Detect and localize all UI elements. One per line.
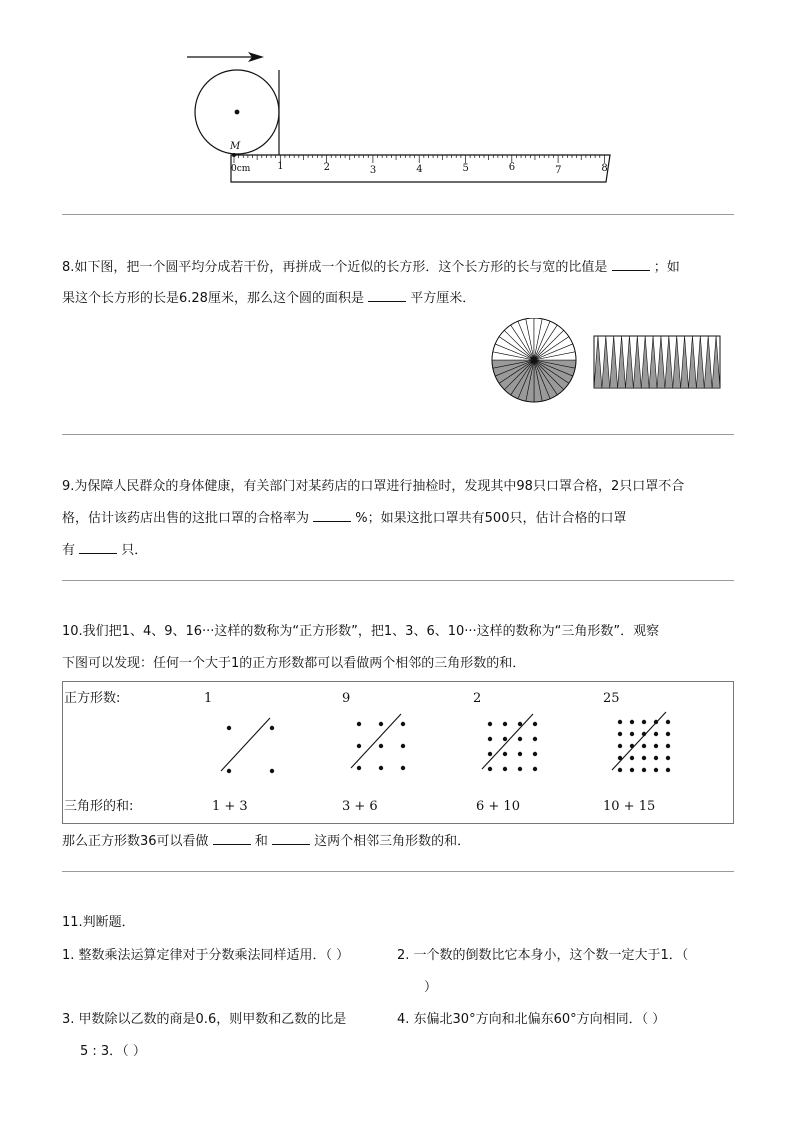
grid-dot bbox=[630, 732, 634, 736]
square-value: 1 bbox=[204, 691, 213, 706]
triangle-sum: 10 + 15 bbox=[603, 799, 656, 814]
grid-dot bbox=[654, 756, 658, 760]
grid-dot bbox=[630, 768, 634, 772]
q11-item-3-cont: 5 : 3．（ ） bbox=[80, 1044, 146, 1059]
grid-dot bbox=[401, 766, 405, 770]
grid-dot bbox=[533, 722, 537, 726]
ruler-zero-label: 0cm bbox=[231, 164, 251, 174]
q9-line1: 9.为保障人民群众的身体健康，有关部门对某药店的口罩进行抽检时，发现其中98只口罩合格，2只口罩不合 bbox=[62, 479, 685, 494]
triangle-sum: 3 + 6 bbox=[342, 799, 378, 814]
grid-dot bbox=[401, 722, 405, 726]
grid-dot bbox=[654, 744, 658, 748]
q10-line2: 下图可以发现：任何一个大于1的正方形数都可以看做两个相邻的三角形数的和． bbox=[62, 656, 526, 671]
grid-dot bbox=[618, 768, 622, 772]
grid-dot bbox=[503, 722, 507, 726]
grid-dot bbox=[503, 737, 507, 741]
grid-dot bbox=[654, 732, 658, 736]
ruler-marker: M bbox=[230, 141, 241, 152]
grid-dot bbox=[642, 768, 646, 772]
row-label-squares: 正方形数: bbox=[64, 691, 121, 706]
ruler-tick-label: 8 bbox=[601, 163, 608, 174]
ruler-tick-label: 3 bbox=[369, 165, 377, 176]
grid-dot bbox=[488, 767, 492, 771]
grid-dot bbox=[666, 720, 670, 724]
triangle-sum: 6 + 10 bbox=[476, 799, 520, 814]
grid-dot bbox=[379, 766, 383, 770]
grid-dot bbox=[642, 720, 646, 724]
grid-dot bbox=[666, 744, 670, 748]
q11-item-3[interactable]: 3. 甲数除以乙数的商是0.6，则甲数和乙数的比是 bbox=[62, 1012, 347, 1027]
ruler-tick-label: 2 bbox=[323, 162, 330, 173]
grid-dot bbox=[618, 744, 622, 748]
grid-dot bbox=[488, 722, 492, 726]
grid-dot bbox=[227, 726, 231, 730]
grid-dot bbox=[642, 756, 646, 760]
q9-line3: 有 只． bbox=[62, 543, 148, 558]
q9-line2: 格，估计该药店出售的这批口罩的合格率为 %；如果这批口罩共有500只，估计合格的口罩 bbox=[62, 511, 627, 526]
grid-dot bbox=[618, 732, 622, 736]
grid-dot bbox=[533, 767, 537, 771]
grid-dot bbox=[533, 752, 537, 756]
grid-dot bbox=[401, 744, 405, 748]
square-value: 2 bbox=[473, 691, 482, 706]
q8-line1: 8.如下图，把一个圆平均分成若干份，再拼成一个近似的长方形．这个长方形的长与宽的比值是 ；如 bbox=[62, 260, 680, 275]
grid-dot bbox=[666, 732, 670, 736]
ruler-tick-label: 5 bbox=[462, 163, 469, 174]
grid-dot bbox=[654, 768, 658, 772]
grid-dot bbox=[357, 766, 361, 770]
grid-dot bbox=[518, 767, 522, 771]
q11-item-4[interactable]: 4. 东偏北30°方向和北偏东60°方向相同．（ ） bbox=[397, 1012, 666, 1027]
grid-dot bbox=[630, 720, 634, 724]
grid-dot bbox=[488, 752, 492, 756]
row-label-sums: 三角形的和: bbox=[64, 799, 134, 814]
dot-grids bbox=[221, 712, 670, 773]
divider bbox=[62, 871, 734, 872]
grid-dot bbox=[379, 722, 383, 726]
grid-dot bbox=[630, 756, 634, 760]
grid-dot bbox=[227, 769, 231, 773]
grid-dot bbox=[357, 744, 361, 748]
q11-item-2-cont: ） bbox=[424, 980, 438, 995]
q10-line1: 10.我们把1、4、9、16···这样的数称为“正方形数”，把1、3、6、10···这样的数称为“三角形数”．观察 bbox=[62, 624, 660, 639]
q10-footer: 那么正方形数36可以看做 和 这两个相邻三角形数的和． bbox=[62, 834, 471, 849]
grid-dot bbox=[618, 720, 622, 724]
grid-dot bbox=[518, 752, 522, 756]
grid-dot bbox=[666, 768, 670, 772]
grid-dot bbox=[503, 752, 507, 756]
square-value: 9 bbox=[342, 691, 351, 706]
ruler-tick-label: 7 bbox=[555, 165, 562, 176]
square-value: 25 bbox=[603, 691, 620, 706]
ruler-tick-label: 4 bbox=[416, 164, 423, 175]
grid-dot bbox=[518, 722, 522, 726]
grid-dot bbox=[488, 737, 492, 741]
q8-line2: 果这个长方形的长是6.28厘米，那么这个圆的面积是 平方厘米． bbox=[62, 291, 476, 306]
q11-item-2[interactable]: 2. 一个数的倒数比它本身小，这个数一定大于1．（ bbox=[397, 948, 689, 963]
grid-dot bbox=[357, 722, 361, 726]
grid-dot bbox=[270, 769, 274, 773]
q11-item-1[interactable]: 1. 整数乘法运算定律对于分数乘法同样适用．（ ） bbox=[62, 948, 350, 963]
q10-blank-second[interactable] bbox=[272, 832, 310, 845]
grid-dot bbox=[533, 737, 537, 741]
grid-dot bbox=[518, 737, 522, 741]
grid-dot bbox=[642, 744, 646, 748]
grid-dot bbox=[666, 756, 670, 760]
ruler-tick-label: 1 bbox=[277, 161, 284, 172]
grid-dot bbox=[379, 744, 383, 748]
q10-blank-first[interactable] bbox=[213, 832, 251, 845]
triangle-sum: 1 + 3 bbox=[212, 799, 248, 814]
q11-title: 11.判断题． bbox=[62, 915, 135, 930]
ruler-tick-label: 6 bbox=[508, 162, 516, 173]
grid-dot bbox=[503, 767, 507, 771]
grid-dot bbox=[270, 726, 274, 730]
